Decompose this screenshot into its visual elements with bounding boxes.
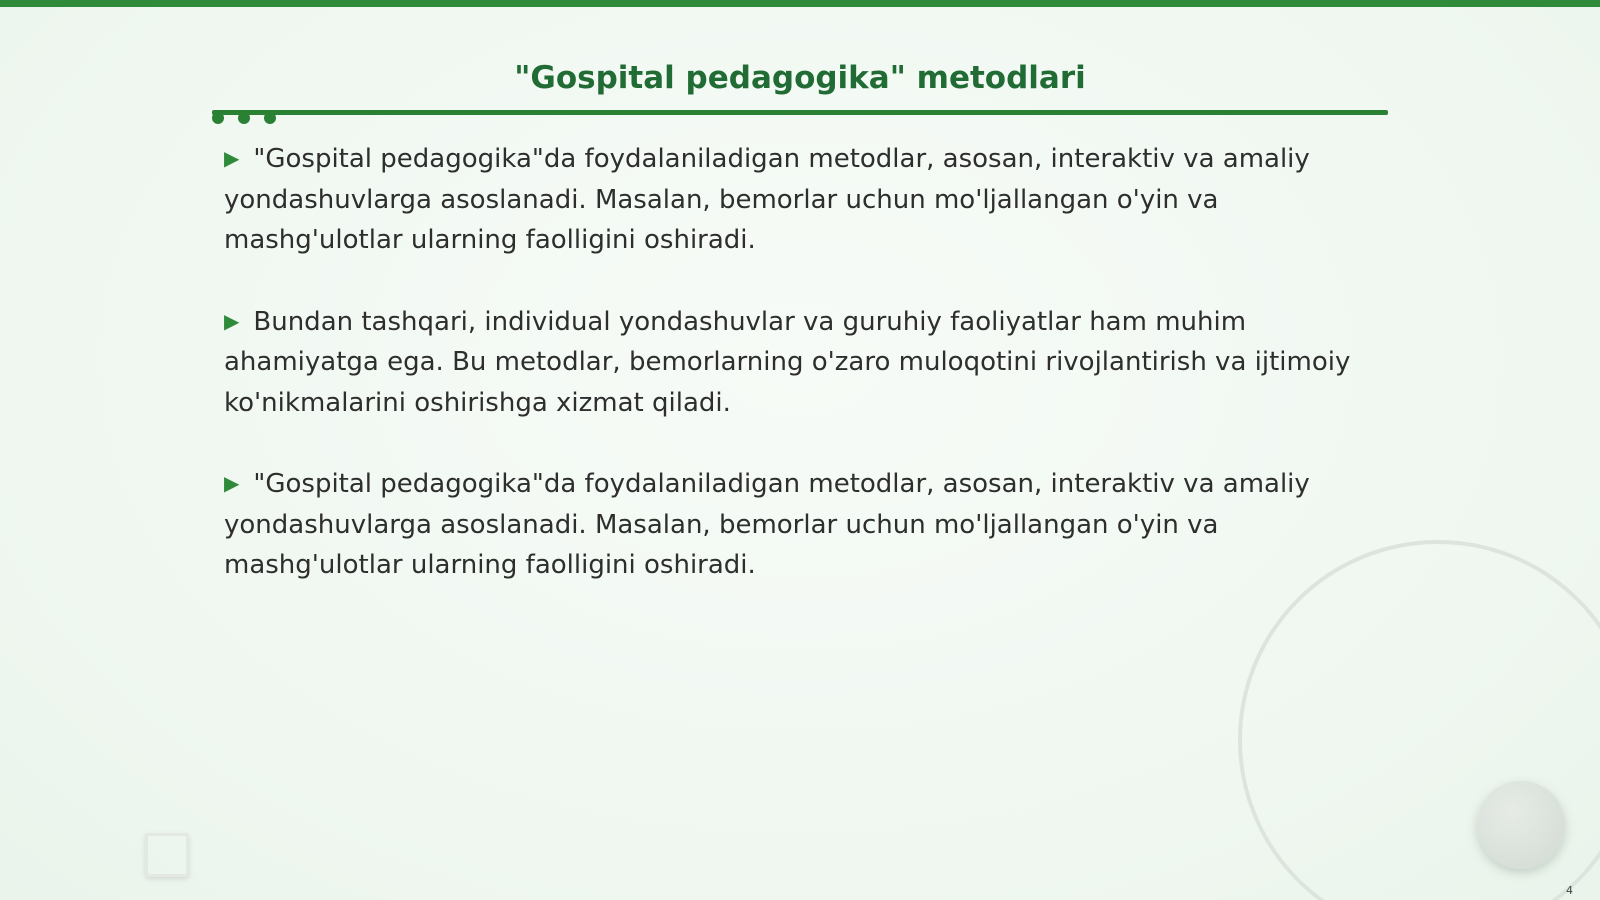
- bullet-item: [224, 463, 1354, 586]
- decorative-circle: [1477, 781, 1565, 869]
- triangle-right-icon: ▶: [224, 146, 240, 170]
- decorative-dot: [212, 112, 224, 124]
- decorative-dot: [264, 112, 276, 124]
- bullet-item: [224, 301, 1354, 424]
- page-number: 4: [1566, 884, 1573, 897]
- triangle-right-icon: ▶: [224, 308, 240, 333]
- slide-title: "Gospital pedagogika" metodlari: [514, 60, 1086, 96]
- bullet-item: [224, 138, 1354, 261]
- top-accent-bar: [0, 0, 1600, 7]
- decorative-square: [145, 833, 189, 877]
- bullet-text: "Gospital pedagogika"da foydalaniladigan metodlar, asosan, interaktiv va amaliy yondashuvlarga asoslanadi. Masalan, bemorlar uchun mo'ljallangan o'yin va mashg'ulotlar ularning faolligini oshiradi.: [224, 144, 1310, 255]
- decorative-dot: [238, 112, 250, 124]
- title-underline: [212, 110, 1388, 115]
- bullet-text: "Gospital pedagogika"da foydalaniladigan metodlar, asosan, interaktiv va amaliy yondashuvlarga asoslanadi. Masalan, bemorlar uchun mo'ljallangan o'yin va mashg'ulotlar ularning faolligini oshiradi.: [224, 469, 1310, 580]
- bullet-text: Bundan tashqari, individual yondashuvlar va guruhiy faoliyatlar ham muhim ahamiyatga ega. Bu metodlar, bemorlarning o'zaro muloqotini rivojlantirish va ijtimoiy ko'nikmalarini oshirishga xizmat qiladi.: [224, 306, 1351, 418]
- bullet-list: [224, 138, 1354, 626]
- triangle-right-icon: ▶: [224, 471, 240, 495]
